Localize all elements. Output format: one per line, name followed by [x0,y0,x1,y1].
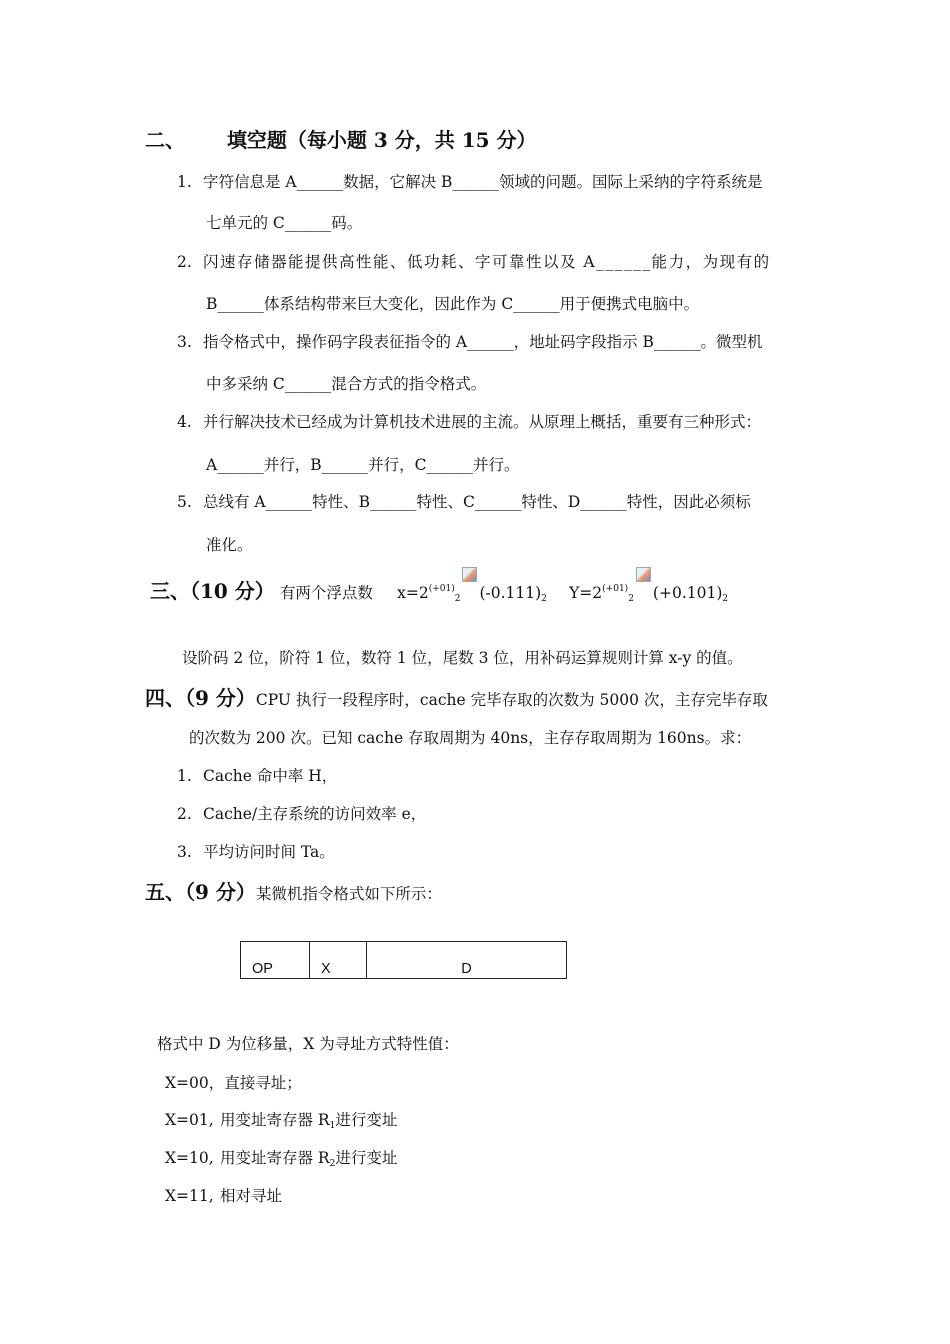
mode-text: 直接寻址； [224,1074,302,1092]
section-3-description: 设阶码 2 位，阶符 1 位，数符 1 位，尾数 3 位，用补码运算规则计算 x-y 的值。 [182,649,743,667]
q4-3 [177,840,335,862]
item-text: 闪速存储器能提供高性能、低功耗、字可靠性以及 A______能力，为现有的 [203,253,771,271]
section-5-description: 格式中 D 为位移量，X 为寻址方式特性值： [157,1035,459,1053]
y-exponent: (+01) [602,584,629,594]
mode-tail: 进行变址 [335,1111,398,1129]
item-number: 1. [177,173,192,191]
instruction-format-table [240,941,567,979]
q2-2-line2: B______体系结构带来巨大变化，因此作为 C______用于便携式电脑中。 [206,295,700,313]
mode-tail: 进行变址 [335,1149,398,1167]
section-4-line1: CPU 执行一段程序时，cache 完毕存取的次数为 5000 次，主存完毕存取 [255,691,768,709]
item-text: 平均访问时间 Ta。 [203,843,335,861]
mode-code: X=10, [165,1149,214,1167]
mode-01 [165,1108,397,1131]
item-number: 4. [177,413,192,431]
y-mantissa: (+0.101) [652,584,723,602]
section-5-heading [145,876,442,905]
register-subscript: 1 [329,1121,336,1131]
mode-code: X=00， [165,1074,225,1092]
y-exp-base: 2 [628,594,634,604]
section-3-title: 三、（10 分） [150,579,275,603]
q2-4-line2: A______并行，B______并行，C______并行。 [206,456,520,474]
q2-3-line1 [177,330,762,352]
item-number: 5. [177,493,192,511]
q2-4-line1 [177,410,761,432]
item-text: Cache 命中率 H， [203,767,338,785]
section-2-number: 二、 [145,128,185,152]
q2-1-line1 [177,170,762,192]
mode-10 [165,1146,397,1169]
mode-00 [165,1071,302,1093]
q4-2 [177,802,426,824]
register-subscript: 2 [329,1159,336,1169]
item-text: 指令格式中，操作码字段表征指令的 A______，地址码字段指示 B______。微型机 [203,333,763,351]
x-exp-base: 2 [454,594,461,604]
field-d: D [367,942,567,979]
q2-5-line1 [177,490,751,512]
x-mantissa: (-0.111) [479,584,542,602]
x-exponent: (+01) [428,584,455,594]
item-text: 字符信息是 A______数据，它解决 B______领域的问题。国际上采纳的字符系统是 [203,173,763,191]
mode-code: X=01, [165,1111,214,1129]
q4-1 [177,764,337,786]
section-2-heading [145,124,537,153]
mode-text: 用变址寄存器 R [220,1149,330,1167]
q2-3-line2: 中多采纳 C______混合方式的指令格式。 [206,375,487,393]
item-text: Cache/主存系统的访问效率 e， [203,805,427,823]
item-number: 3. [177,333,192,351]
item-number: 1. [177,767,192,785]
broken-image-icon [636,567,651,582]
mode-text: 用变址寄存器 R [220,1111,330,1129]
y-prefix: Y=2 [569,584,603,602]
item-text: 总线有 A______特性、B______特性、C______特性、D______特性，因此必须标 [203,493,751,511]
field-x: X [310,942,367,979]
float-x [397,584,547,602]
section-3-heading [150,567,728,604]
section-2-title: 填空题（每小题 3 分，共 15 分） [226,128,537,152]
x-mantissa-base: 2 [541,594,547,604]
section-5-title: 五、（9 分） [145,880,256,904]
x-prefix: x=2 [397,584,429,602]
item-number: 2. [177,253,192,271]
section-4-title: 四、（9 分） [145,686,256,710]
mode-11 [165,1184,282,1206]
y-mantissa-base: 2 [722,594,729,604]
q2-1-line2: 七单元的 C______码。 [206,214,363,232]
section-4-line2: 的次数为 200 次。已知 cache 存取周期为 40ns，主存存取周期为 160ns。求： [189,729,752,747]
broken-image-icon [462,567,477,582]
section-4-heading [145,682,768,711]
section-5-intro: 某微机指令格式如下所示： [255,885,442,903]
item-text: 并行解决技术已经成为计算机技术进展的主流。从原理上概括，重要有三种形式： [203,413,762,431]
q2-2-line1 [177,250,771,272]
mode-text: 相对寻址 [220,1187,283,1205]
q2-5-line2: 准化。 [206,536,253,554]
field-op: OP [241,942,310,979]
section-3-intro: 有两个浮点数 [279,584,373,602]
item-number: 3. [177,843,192,861]
float-y [569,584,728,602]
item-number: 2. [177,805,192,823]
mode-code: X=11, [165,1187,214,1205]
